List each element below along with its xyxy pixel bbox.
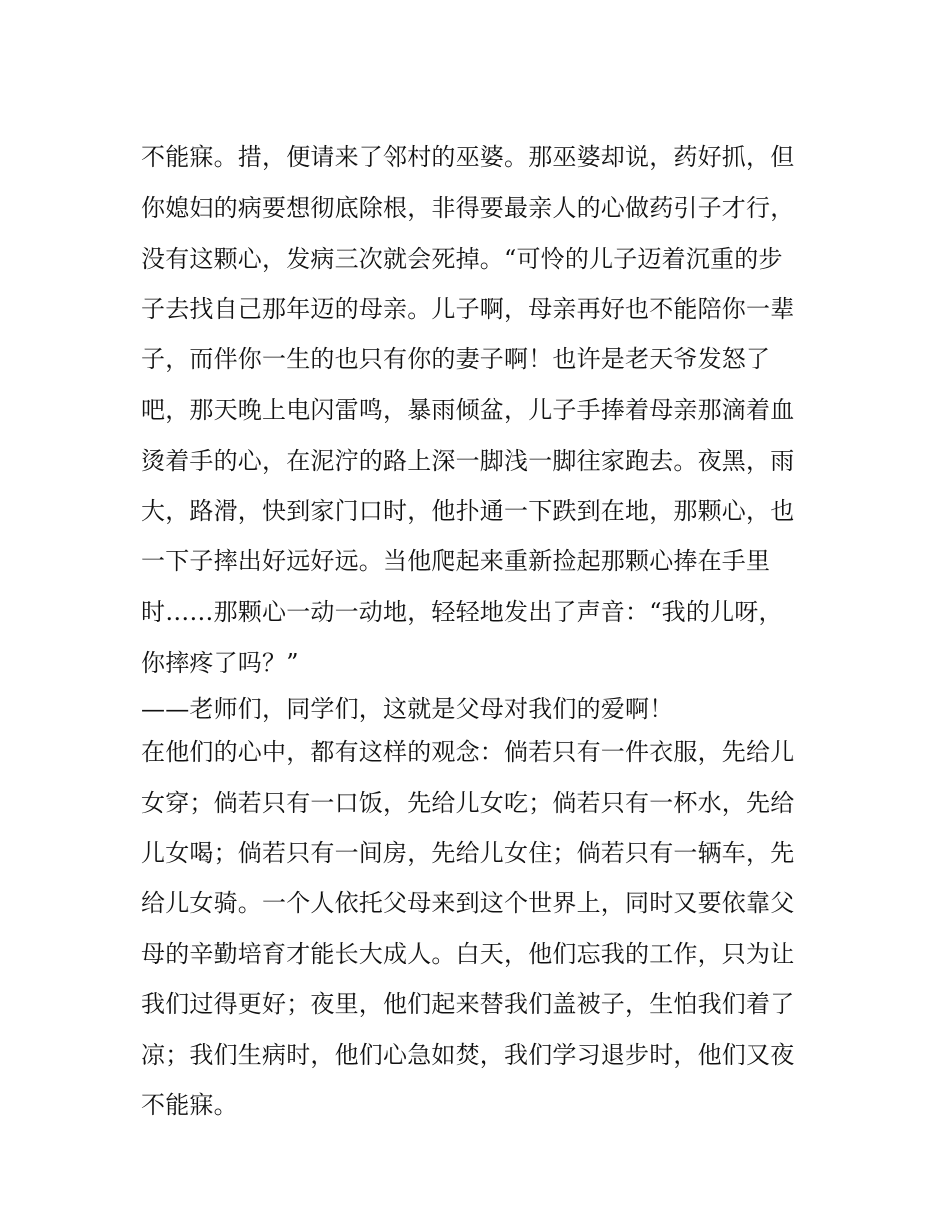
text-line: 凉；我们生病时，他们心急如焚，我们学习退步时，他们又夜 [141,1041,795,1069]
text-line: 子去找自己那年迈的母亲。儿子啊，母亲再好也不能陪你一辈 [141,295,795,323]
text-line: 一下子摔出好远好远。当他爬起来重新捡起那颗心捧在手里 [141,547,771,575]
text-line: 在他们的心中，都有这样的观念：倘若只有一件衣服，先给儿 [141,738,795,766]
text-line: 母的辛勤培育才能长大成人。白天，他们忘我的工作，只为让 [141,940,795,968]
text-line: 时……那颗心一动一动地，轻轻地发出了声音：“我的儿呀， [141,598,783,626]
text-line: 烫着手的心，在泥泞的路上深一脚浅一脚往家跑去。夜黑，雨 [141,447,795,475]
text-line: 不能寐。 [141,1091,238,1119]
text-line: 大，路滑，快到家门口时，他扑通一下跌到在地，那颗心，也 [141,497,795,525]
text-line: 没有这颗心，发病三次就会死掉。“可怜的儿子迈着沉重的步 [141,245,783,273]
text-line: 女穿；倘若只有一口饭，先给儿女吃；倘若只有一杯水，先给 [141,789,795,817]
text-line: ——老师们，同学们，这就是父母对我们的爱啊！ [141,695,674,723]
text-line: 给儿女骑。一个人依托父母来到这个世界上，同时又要依靠父 [141,889,795,917]
text-line: 你媳妇的病要想彻底除根，非得要最亲人的心做药引子才行， [141,194,795,222]
text-line: 你摔疼了吗？” [141,649,299,677]
text-line: 子，而伴你一生的也只有你的妻子啊！也许是老天爷发怒了 [141,345,771,373]
text-line: 儿女喝；倘若只有一间房，先给儿女住；倘若只有一辆车，先 [141,839,795,867]
text-line: 我们过得更好；夜里，他们起来替我们盖被子，生怕我们着了 [141,990,795,1018]
text-line: 不能寐。措，便请来了邻村的巫婆。那巫婆却说，药好抓，但 [141,143,795,171]
text-line: 吧，那天晚上电闪雷鸣，暴雨倾盆，儿子手捧着母亲那滴着血 [141,396,795,424]
